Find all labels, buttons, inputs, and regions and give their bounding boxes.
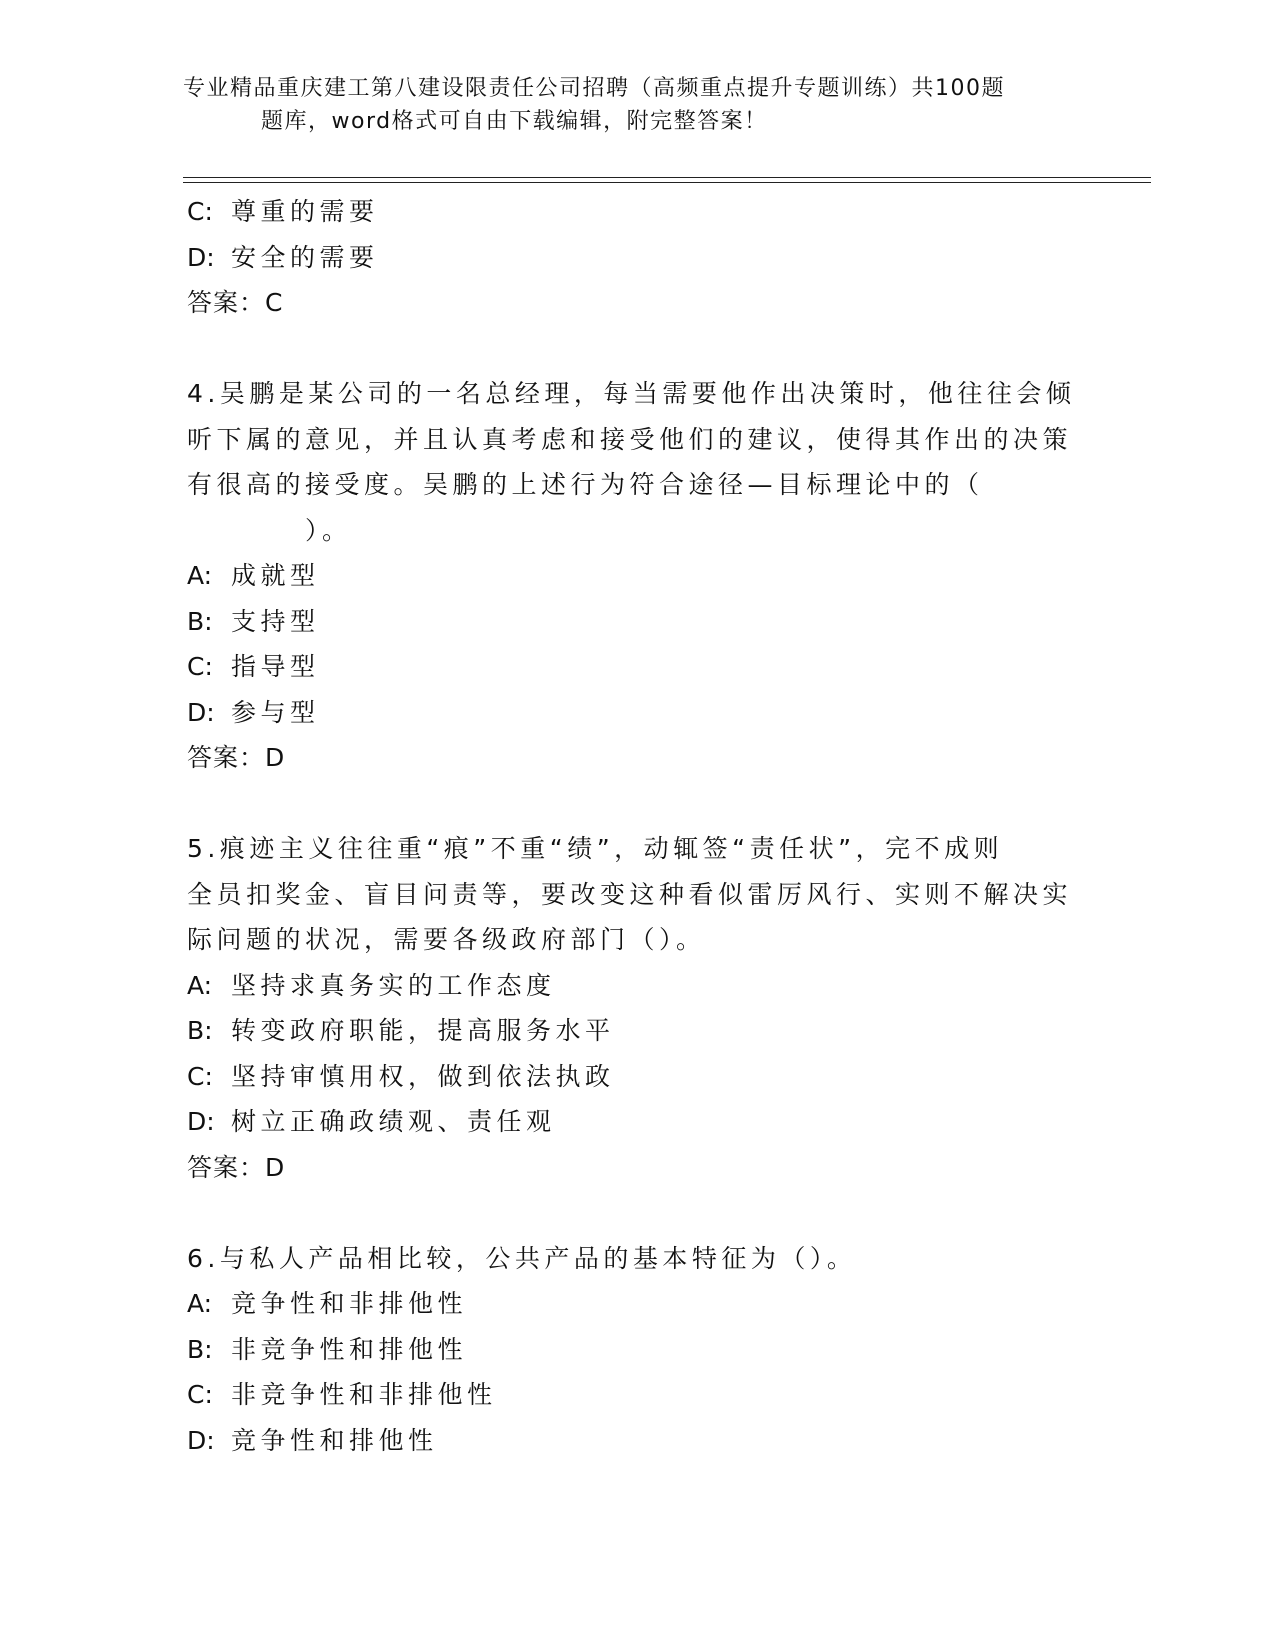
question-text-line: 5.痕迹主义往往重“痕”不重“绩”，动辄签“责任状”，完不成则 [187, 834, 1004, 863]
question-5 [187, 826, 1073, 1190]
option-text: 竞争性和排他性 [231, 1425, 438, 1455]
option-text: 坚持审慎用权，做到依法执政 [231, 1061, 615, 1091]
spacer [187, 781, 1067, 827]
answer-line: 答案：D [187, 743, 286, 772]
option-text: 非竞争性和排他性 [231, 1334, 468, 1364]
option-a [187, 553, 1067, 599]
option-c [187, 644, 1067, 690]
option-text: 指导型 [231, 652, 320, 681]
option-text: 非竞争性和非排他性 [231, 1380, 497, 1409]
option-text: 竞争性和非排他性 [231, 1289, 468, 1318]
option-d [187, 1099, 1067, 1145]
option-key: C: [187, 1061, 213, 1091]
option-key: D: [187, 1425, 215, 1455]
spacer [187, 1190, 1067, 1236]
question-text-line: 听下属的意见，并且认真考虑和接受他们的建议，使得其作出的决策 [187, 424, 1073, 454]
option-a [187, 963, 1067, 1009]
option-text: 参与型 [231, 697, 320, 727]
page-header [183, 72, 1063, 138]
option-text: 安全的需要 [231, 242, 379, 272]
option-key: C: [187, 1380, 213, 1409]
option-key: A: [187, 970, 213, 1000]
question-text-line: 6.与私人产品相比较，公共产品的基本特征为（）。 [187, 1243, 857, 1273]
question-4 [187, 371, 1076, 781]
option-text: 坚持求真务实的工作态度 [231, 970, 556, 1000]
question-text-line: ）。 [305, 515, 352, 545]
document-body [187, 189, 1076, 1463]
question-3-tail [187, 189, 1067, 326]
option-text: 支持型 [231, 606, 320, 636]
option-d [187, 1418, 1067, 1464]
option-c [187, 189, 1067, 235]
question-text-line: 际问题的状况，需要各级政府部门（）。 [187, 925, 706, 954]
option-d [187, 690, 1067, 736]
option-key: B: [187, 606, 213, 636]
header-divider-top [183, 177, 1151, 178]
option-key: B: [187, 1334, 213, 1364]
option-c [187, 1372, 1067, 1418]
option-b [187, 1327, 1067, 1373]
header-title-line-2: 题库，word格式可自由下载编辑，附完整答案！ [261, 109, 768, 134]
answer-line: 答案：C [187, 288, 284, 317]
option-text: 尊重的需要 [231, 197, 379, 226]
option-key: A: [187, 1289, 213, 1318]
question-text-line: 4.吴鹏是某公司的一名总经理，每当需要他作出决策时，他往往会倾 [187, 379, 1076, 408]
answer-line: 答案：D [187, 1152, 286, 1182]
option-text: 成就型 [231, 561, 320, 590]
option-a [187, 1281, 1067, 1327]
option-text: 树立正确政绩观、责任观 [231, 1107, 556, 1136]
option-key: B: [187, 1016, 213, 1045]
option-b [187, 1008, 1067, 1054]
option-c [187, 1054, 1067, 1100]
option-text: 转变政府职能，提高服务水平 [231, 1016, 615, 1045]
option-key: D: [187, 242, 215, 272]
question-text-line: 全员扣奖金、盲目问责等，要改变这种看似雷厉风行、实则不解决实 [187, 879, 1073, 909]
option-key: C: [187, 197, 213, 226]
option-b [187, 599, 1067, 645]
option-key: D: [187, 697, 215, 727]
option-key: D: [187, 1107, 215, 1136]
header-title-line-1: 专业精品重庆建工第八建设限责任公司招聘（高频重点提升专题训练）共100题 [183, 76, 1005, 101]
question-text-line: 有很高的接受度。吴鹏的上述行为符合途径—目标理论中的（ [187, 470, 984, 499]
option-key: C: [187, 652, 213, 681]
option-d [187, 235, 1067, 281]
question-6 [187, 1236, 1067, 1464]
option-key: A: [187, 561, 213, 590]
header-divider-bottom [183, 182, 1151, 183]
spacer [187, 326, 1067, 372]
